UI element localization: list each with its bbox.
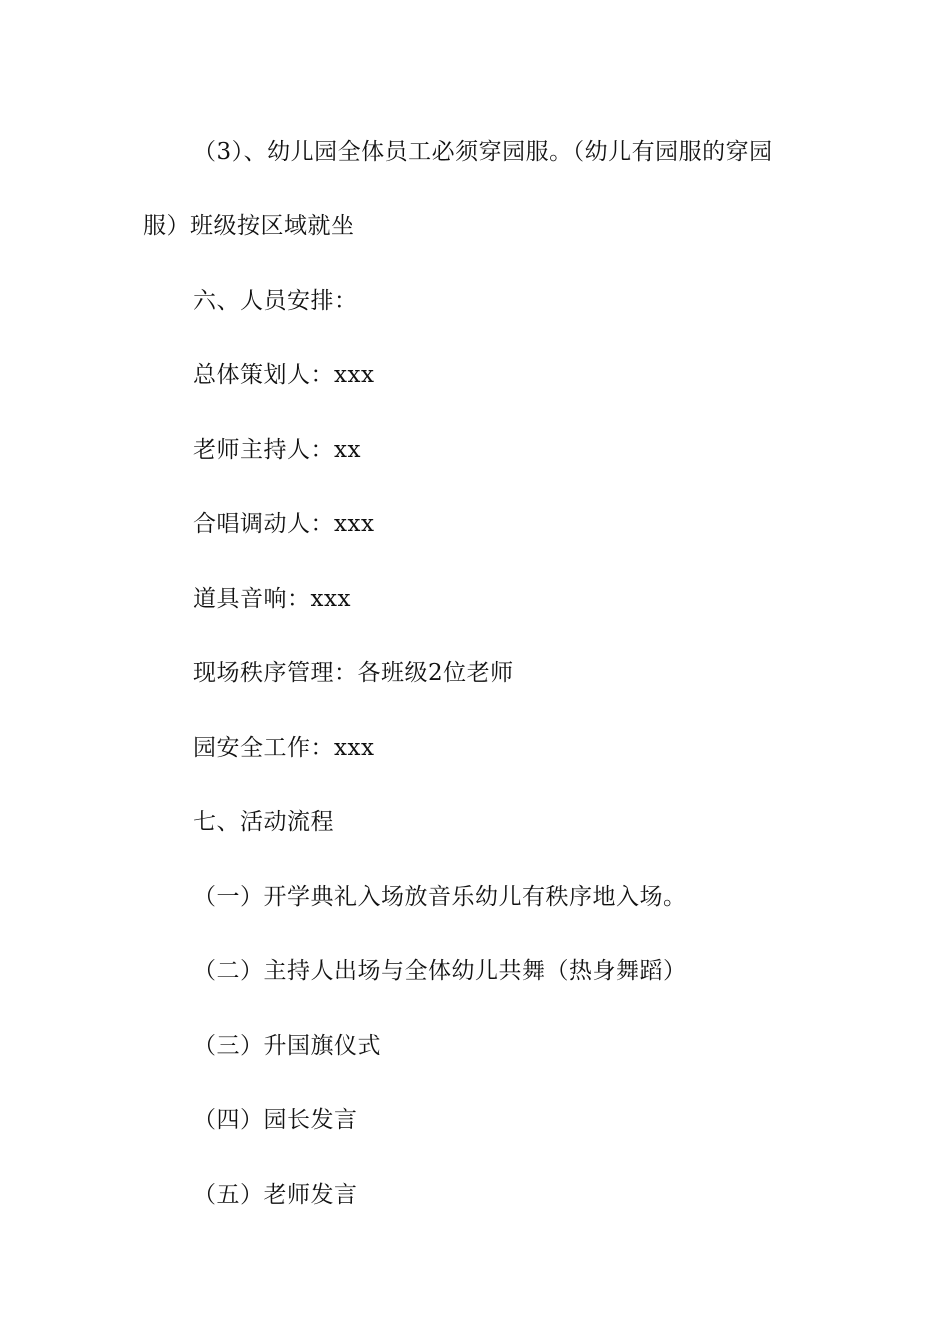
- paragraph-dress-rule-continued: 服）班级按区域就坐: [143, 213, 355, 239]
- staff-choir: 合唱调动人：xxx: [193, 511, 375, 537]
- section-heading-process: 七、活动流程: [193, 809, 334, 835]
- process-step-2: （二）主持人出场与全体幼儿共舞（热身舞蹈）: [193, 958, 687, 984]
- staff-planner: 总体策划人：xxx: [193, 362, 375, 388]
- staff-order: 现场秩序管理：各班级2位老师: [193, 660, 514, 686]
- process-step-5: （五）老师发言: [193, 1182, 358, 1208]
- process-step-1: （一）开学典礼入场放音乐幼儿有秩序地入场。: [193, 884, 687, 910]
- section-heading-staff: 六、人员安排：: [193, 288, 358, 314]
- staff-props-audio: 道具音响：xxx: [193, 586, 351, 612]
- paragraph-dress-rule: （3）、幼儿园全体员工必须穿园服。（幼儿有园服的穿园: [193, 139, 773, 165]
- process-step-3: （三）升国旗仪式: [193, 1033, 381, 1059]
- process-step-4: （四）园长发言: [193, 1107, 358, 1133]
- staff-safety: 园安全工作：xxx: [193, 735, 375, 761]
- staff-host: 老师主持人：xx: [193, 437, 361, 463]
